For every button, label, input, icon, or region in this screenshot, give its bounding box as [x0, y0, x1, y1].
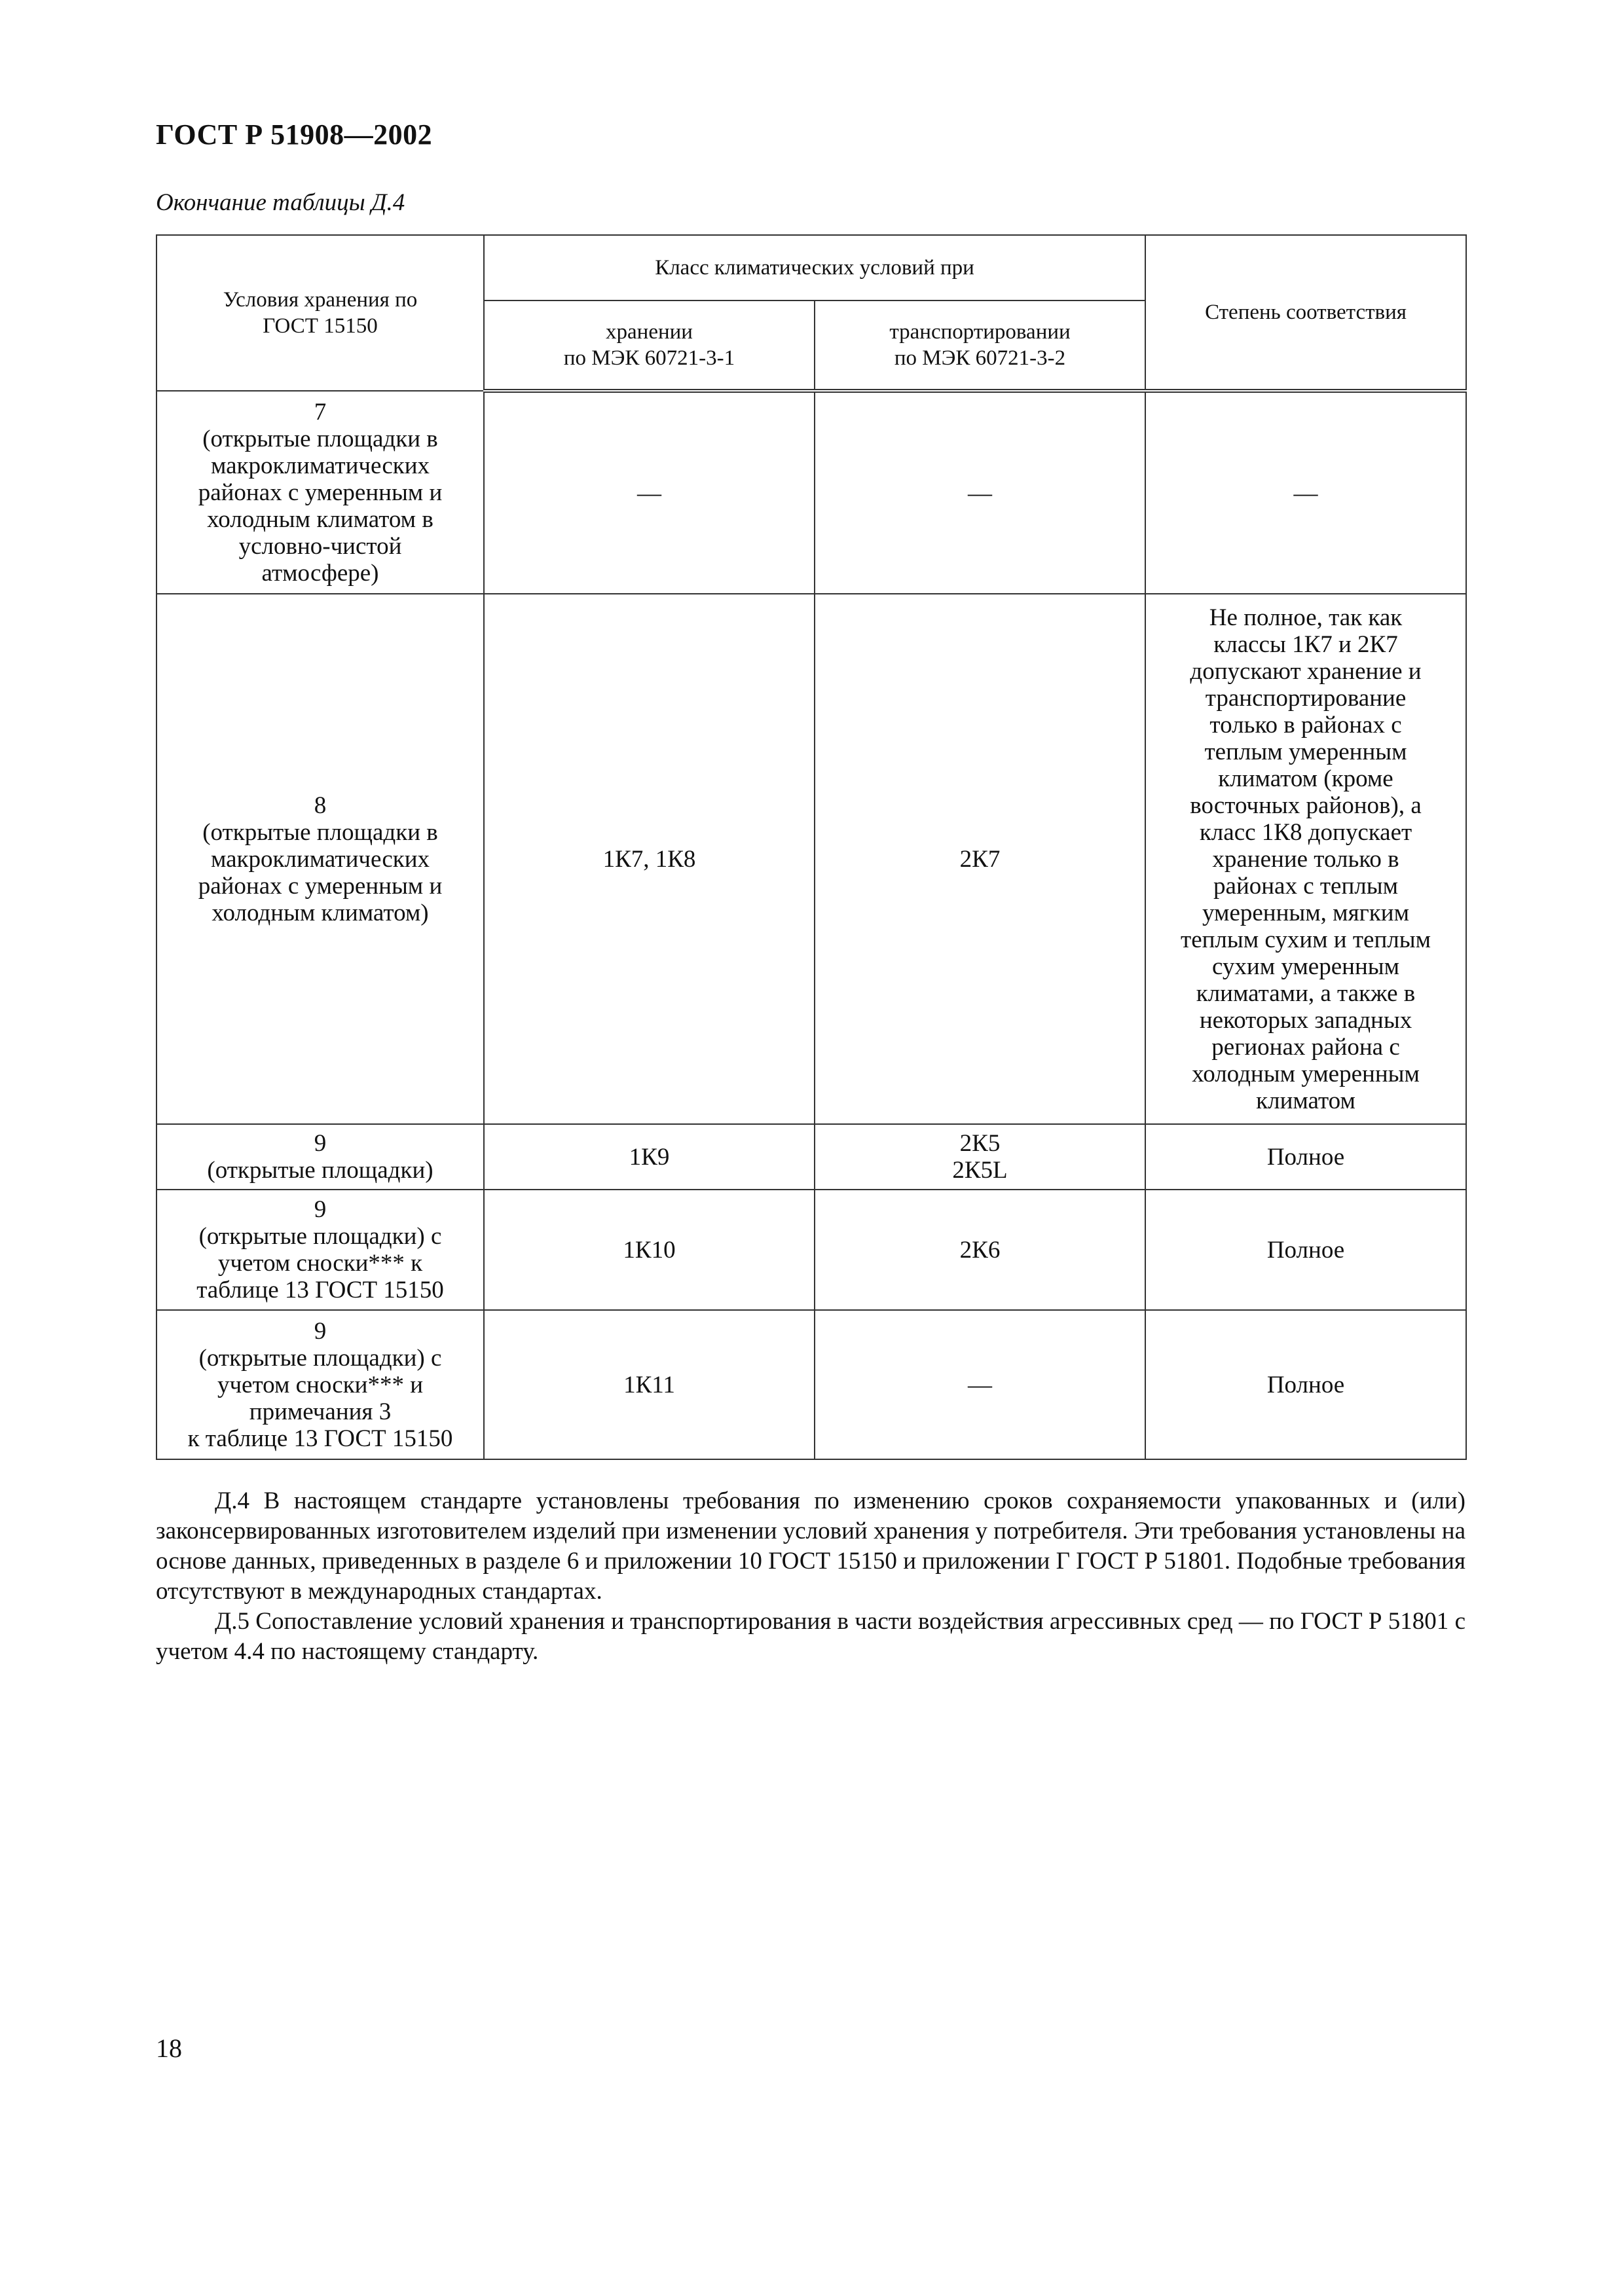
- storage-class-cell: 1К11: [484, 1310, 815, 1459]
- storage-class-cell: 1К7, 1К8: [484, 594, 815, 1124]
- condition-cell: 9 (открытые площадки) с учетом сноски*** и примечания 3 к таблице 13 ГОСТ 15150: [157, 1310, 484, 1459]
- conformity-cell: Не полное, так как классы 1К7 и 2К7 допускают хранение и транспортирование только в районах с теплым умеренным климатом (кроме восточных районов), а класс 1К8 допускает хранение только в районах с теплым умеренным, мягким теплым сухим и теплым сухим умеренным климатами, а также в некоторых западных регионах района с холодным умеренным климатом: [1145, 594, 1466, 1124]
- notes-section: [156, 1486, 1465, 1667]
- condition-cell: 8 (открытые площадки в макроклиматических районах с умеренным и холодным климатом): [157, 594, 484, 1124]
- transport-class-cell: 2К5 2К5L: [815, 1124, 1145, 1190]
- conformity-cell: —: [1145, 391, 1466, 594]
- header-storage-iec: хранении по МЭК 60721-3-1: [484, 301, 815, 391]
- transport-class-cell: —: [815, 1310, 1145, 1459]
- page-number: 18: [156, 2033, 182, 2063]
- table-row: [157, 1124, 1466, 1190]
- conformity-cell: Полное: [1145, 1310, 1466, 1459]
- storage-class-cell: —: [484, 391, 815, 594]
- climate-conditions-table: [156, 234, 1467, 1460]
- header-storage-conditions: Условия хранения по ГОСТ 15150: [157, 235, 484, 391]
- conformity-cell: Полное: [1145, 1124, 1466, 1190]
- storage-class-cell: 1К10: [484, 1190, 815, 1310]
- document-code: ГОСТ Р 51908—2002: [156, 118, 433, 151]
- table-caption: Окончание таблицы Д.4: [156, 189, 405, 216]
- header-transport-iec: транспортировании по МЭК 60721-3-2: [815, 301, 1145, 391]
- condition-cell: 9 (открытые площадки) с учетом сноски*** к таблице 13 ГОСТ 15150: [157, 1190, 484, 1310]
- note-paragraph-d5: Д.5 Сопоставление условий хранения и транспортирования в части воздействия агрессивных сред — по ГОСТ Р 51801 с учетом 4.4 по настоящему стандарту.: [156, 1608, 1465, 1665]
- table-row: [157, 1190, 1466, 1310]
- table-row: [157, 594, 1466, 1124]
- header-climate-class: Класс климатических условий при: [484, 235, 1145, 301]
- storage-class-cell: 1К9: [484, 1124, 815, 1190]
- condition-cell: 9 (открытые площадки): [157, 1124, 484, 1190]
- condition-cell: 7 (открытые площадки в макроклиматических районах с умеренным и холодным климатом в условно-чистой атмосфере): [157, 391, 484, 594]
- transport-class-cell: 2К7: [815, 594, 1145, 1124]
- table-row: [157, 1310, 1466, 1459]
- header-conformity: Степень соответствия: [1145, 235, 1466, 391]
- table-header-row-1: [157, 235, 1466, 301]
- transport-class-cell: 2К6: [815, 1190, 1145, 1310]
- conformity-cell: Полное: [1145, 1190, 1466, 1310]
- note-paragraph-d4: Д.4 В настоящем стандарте установлены требования по изменению сроков сохраняемости упакованных и (или) законсервированных изготовителем изделий при изменении условий хранения у потребителя. Эти требования установлены на основе данных, приведенных в разделе 6 и приложении 10 ГОСТ 15150 и приложении Г ГОСТ Р 51801. Подобные требования отсутствуют в международных стандартах.: [156, 1487, 1465, 1605]
- table-row: [157, 391, 1466, 594]
- transport-class-cell: —: [815, 391, 1145, 594]
